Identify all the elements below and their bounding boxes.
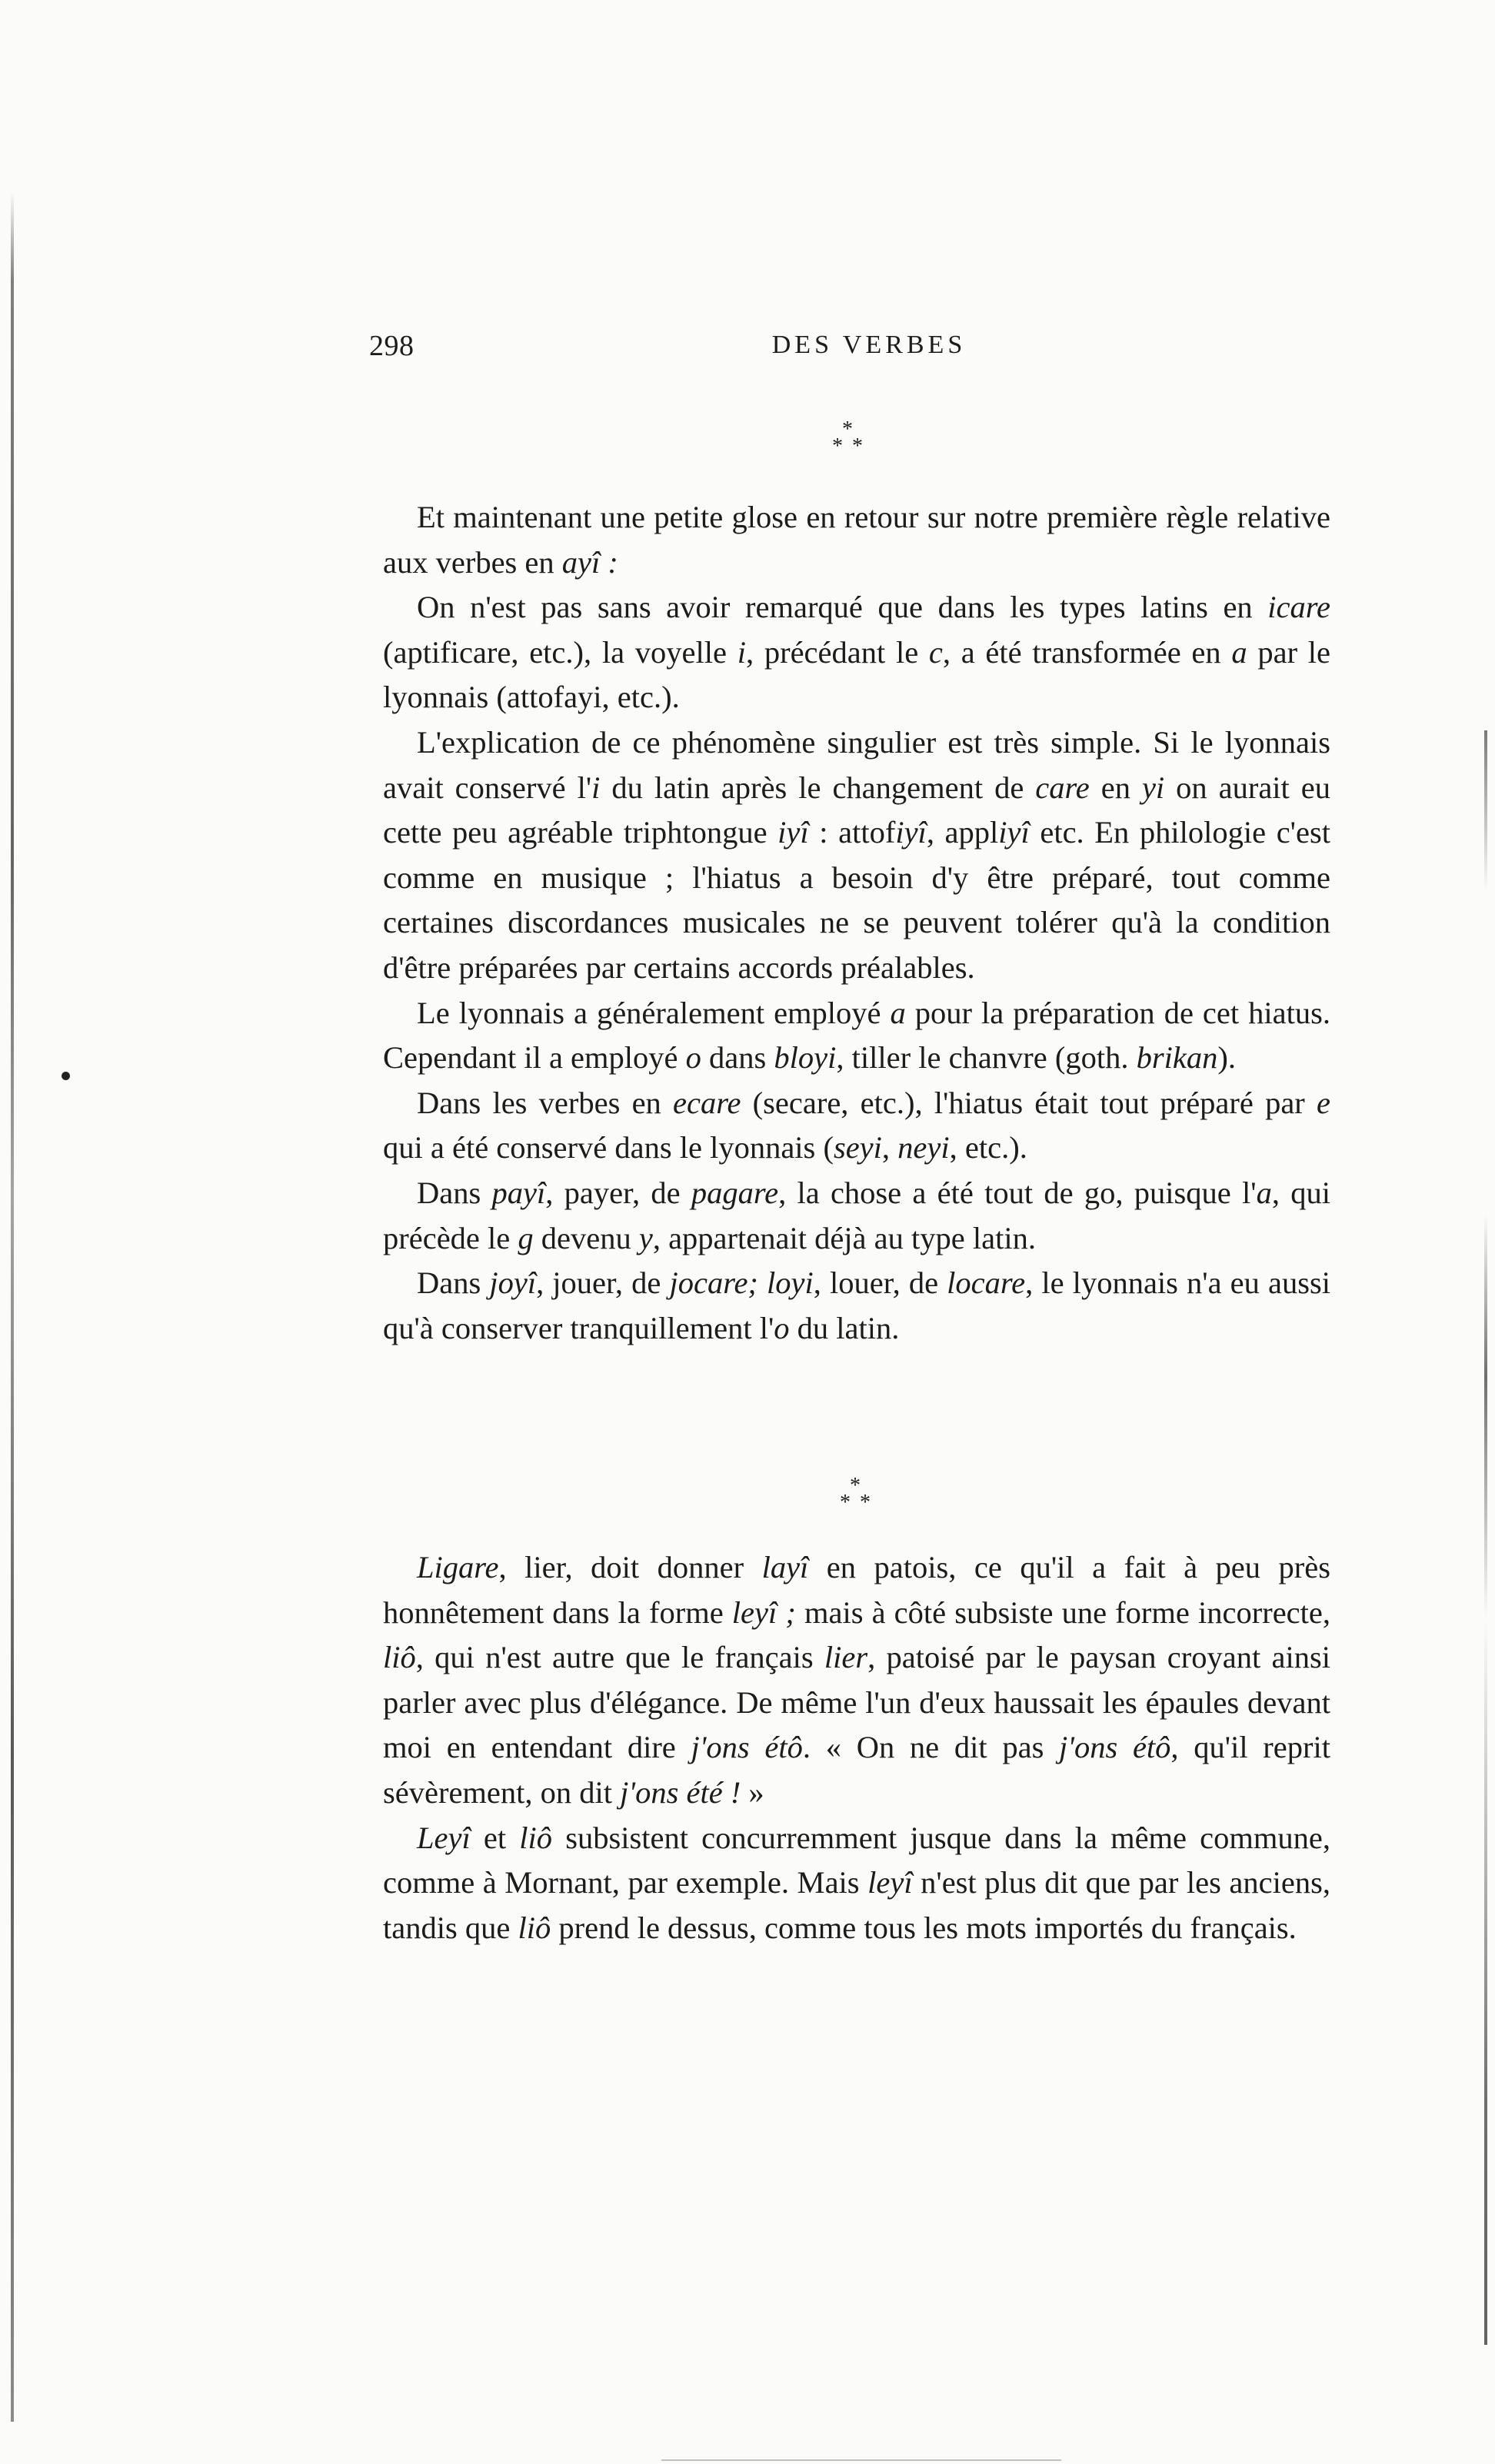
page-header [369,329,1323,375]
scan-edge-right [1484,730,1487,2345]
asterism-star: * [842,417,853,441]
asterism-star: * [852,434,863,458]
asterism-star: * [850,1474,861,1498]
scan-bottom-rule [661,2459,1061,2461]
asterism-ornament [824,1474,886,1515]
paragraph: Ligare, lier, doit donner layî en patois, ce qu'il a fait à peu près honnêtement dans la forme leyî ; mais à côté subsiste une forme incorrecte, liô, qui n'est autre que le français lier, patoisé par le paysan croyant ainsi parler avec plus d'élégance. De même l'un d'eux haussait les épaules devant moi en entendant dire j'ons étô. « On ne dit pas j'ons étô, qu'il reprit sévèrement, on dit j'ons été ! » [383,1550,1331,1810]
paragraph: On n'est pas sans avoir remarqué que dans les types latins en icare (aptificare, etc.), la voyelle i, précédant le c, a été transformée en a par le lyonnais (attofayi, etc.). [383,590,1330,715]
asterism-star: * [832,434,843,458]
running-head: DES VERBES [771,331,967,359]
paragraph: Dans les verbes en ecare (secare, etc.), l'hiatus était tout préparé par e qui a été conservé dans le lyonnais (seyi, neyi, etc.). [383,1085,1330,1165]
paragraph: Dans payî, payer, de pagare, la chose a été tout de go, puisque l'a, qui précède le g devenu y, appartenait déjà au type latin. [383,1175,1330,1255]
section-1-text [383,495,1330,1351]
section-2-text [383,1545,1330,1950]
asterism-ornament [817,417,878,458]
paragraph: Dans joyî, jouer, de jocare; loyi, louer, de locare, le lyonnais n'a eu aussi qu'à conserver tranquillement l'o du latin. [383,1265,1330,1345]
asterism-star: * [860,1491,871,1515]
scan-edge-left [11,192,14,2422]
paragraph: Le lyonnais a généralement employé a pour la préparation de cet hiatus. Cependant il a employé o dans bloyi, tiller le chanvre (goth. brikan). [383,995,1330,1076]
page-number: 298 [369,330,415,362]
paragraph: Leyî et liô subsistent concurremment jusque dans la même commune, comme à Mornant, par exemple. Mais leyî n'est plus dit que par les anciens, tandis que liô prend le dessus, comme tous les mots importés du français. [383,1820,1331,1945]
paragraph: L'explication de ce phénomène singulier est très simple. Si le lyonnais avait conservé l'i du latin après le changement de care en yi on aurait eu cette peu agréable triphtongue iyî : attofiyî, appliyî etc. En philologie c'est comme en musique ; l'hiatus a besoin d'y être préparé, tout comme certaines discordances musicales ne se peuvent tolérer qu'à la condition d'être préparées par certains accords préalables. [383,724,1331,985]
asterism-star: * [840,1491,851,1515]
paragraph: Et maintenant une petite glose en retour sur notre première règle relative aux verbes en ayî : [383,500,1330,580]
margin-spot [62,1072,70,1080]
